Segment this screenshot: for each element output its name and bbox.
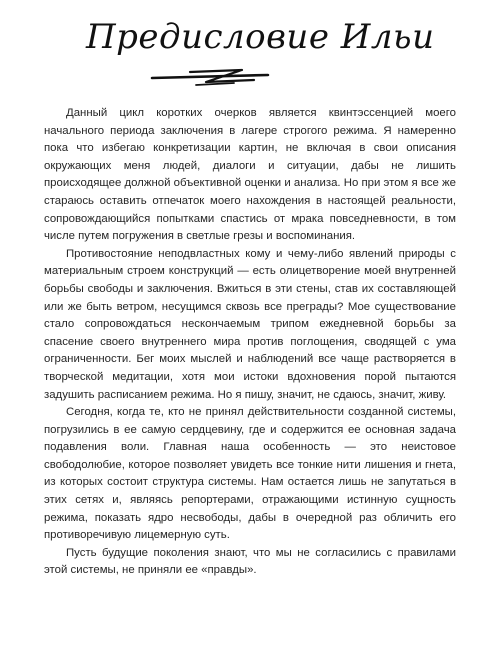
paragraph: Противостояние неподвластных кому и чему-либо явлений природы с материальным строем конструкций — есть олицетворение моей внутренней борьбы свободы и заключения. Вжиться в эти стены, став их составляющей или же быть ветром, несущимся сквозь все преграды? Мое существование стало сопровождаться нескончаемым трипом ежедневной борьбы за спасение своего внутреннего мира против поглощения, сводящей с ума ограниченности. Бег моих мыслей и наблюдений все чаще растворяется в творческой медитации, хотя мои истоки вдохновения порой пытаются задушить расписанием режима. Но я пишу, значит, не сдаюсь, значит, живу. — [44, 247, 456, 401]
paragraph: Сегодня, когда те, кто не принял действительности созданной системы, погрузились в ее самую сердцевину, где и содержится ее основная задача подавления воли. Главная наша особенность — это неистовое свободолюбие, которое позволяет увидеть все тонкие нити лишения и гнета, из которых состоит структура системы. Нам остается лишь не запутаться в этих сетях и, являясь репортерами, отражающими истинную сущность режима, показать ядро несвободы, дабы в очередной раз обличить его противоречивую лицемерную суть. — [44, 406, 456, 542]
paragraph: Данный цикл коротких очерков является квинтэссенцией моего начального периода заключения в лагере строгого режима. Я намеренно пока что избегаю конкретизации картин, не включая в свои описания окружающих меня людей, диалоги и ситуации, дабы не лишить происходящее должной объективной оценки и анализа. Но при этом я все же стараюсь оставить отпечаток моего нахождения в настоящей реальности, сопровождающийся попытками спастись от мрака повседневности, в том числе путем погружения в светлые грезы и воспоминания. — [44, 107, 456, 243]
page-title: Предисловие Ильи — [86, 17, 435, 57]
body-text — [44, 105, 456, 580]
underline-flourish-icon — [150, 66, 270, 88]
paragraph: Пусть будущие поколения знают, что мы не согласились с правилами этой системы, не приняли ее «правды». — [44, 546, 456, 577]
